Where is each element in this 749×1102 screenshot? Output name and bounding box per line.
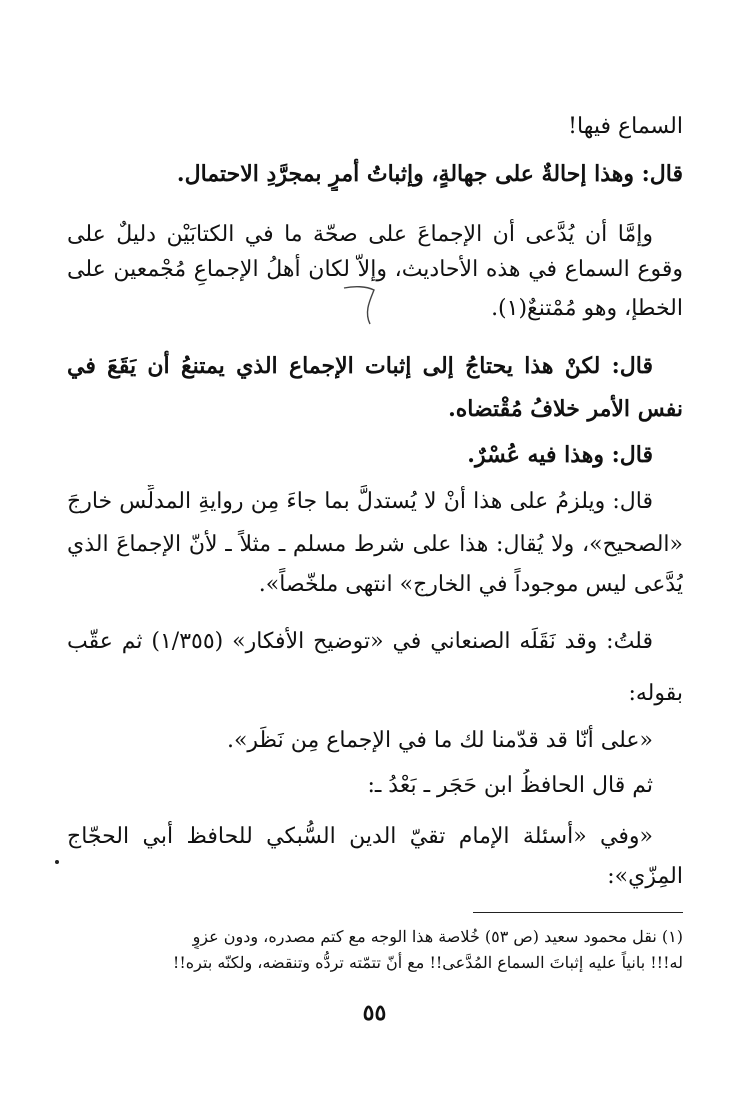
body-line-5: الخطإ، وهو مُمْتنعٌ(١). <box>491 296 683 321</box>
body-line-4: وقوع السماع في هذه الأحاديث، وإلاّ لكان أهلُ الإجماعِ مُجْمعين على <box>67 257 683 282</box>
body-line-1: السماع فيها! <box>568 114 683 139</box>
body-line-6: قال: لكنْ هذا يحتاجُ إلى إثبات الإجماع الذي يمتنعُ أن يَقَعَ في <box>67 353 653 379</box>
body-line-2: قال: وهذا إحالةٌ على جهالةٍ، وإثباتُ أمرٍ بمجرَّدِ الاحتمال. <box>176 161 683 187</box>
body-line-12: قلتُ: وقد نَقَلَه الصنعاني في «توضيح الأفكار» (١/٣٥٥) ثم عقّب <box>67 629 653 654</box>
body-line-17: المِزّي»: <box>607 864 683 889</box>
body-line-11: يُدَّعى ليس موجوداً في الخارج» انتهى ملخّصاً». <box>258 572 683 597</box>
margin-dot-icon <box>55 860 59 864</box>
body-line-13: بقوله: <box>628 681 683 706</box>
body-line-3: وإمَّا أن يُدَّعى أن الإجماعَ على صحّة ما في الكتابَيْن دليلٌ على <box>67 222 653 247</box>
handwritten-mark-icon <box>340 282 380 328</box>
body-line-8: قال: وهذا فيه عُسْرٌ. <box>467 442 653 468</box>
body-line-9: قال: ويلزمُ على هذا أنْ لا يُستدلَّ بما جاءَ مِن روايةِ المدلِّس خارجَ <box>67 489 653 514</box>
page-number: ٥٥ <box>362 1000 387 1026</box>
footnote-separator <box>473 912 683 913</box>
body-line-14: «على أنّا قد قدّمنا لك ما في الإجماع مِن نَظَر». <box>226 728 653 753</box>
body-line-7: نفس الأمر خلافُ مُقْتضاه. <box>448 396 683 422</box>
body-line-16: «وفي «أسئلة الإمام تقيّ الدين السُّبكي للحافظ أبي الحجّاج <box>67 824 653 849</box>
body-line-15: ثم قال الحافظُ ابن حَجَر ـ بَعْدُ ـ: <box>367 773 653 798</box>
body-line-10: «الصحيح»، ولا يُقال: هذا على شرط مسلم ـ مثلاً ـ لأنّ الإجماعَ الذي <box>67 532 683 557</box>
footnote-line-2: له!!! بانياً عليه إثباتَ السماع المُدَّعى!! مع أنّ تتمّته تردُّه وتنقضه، ولكنّه بتره!! <box>172 953 683 972</box>
footnote-line-1: (١) نقل محمود سعيد (ص ٥٣) خُلاصة هذا الوجه مع كتم مصدره، ودون عزوٍ <box>192 927 683 946</box>
